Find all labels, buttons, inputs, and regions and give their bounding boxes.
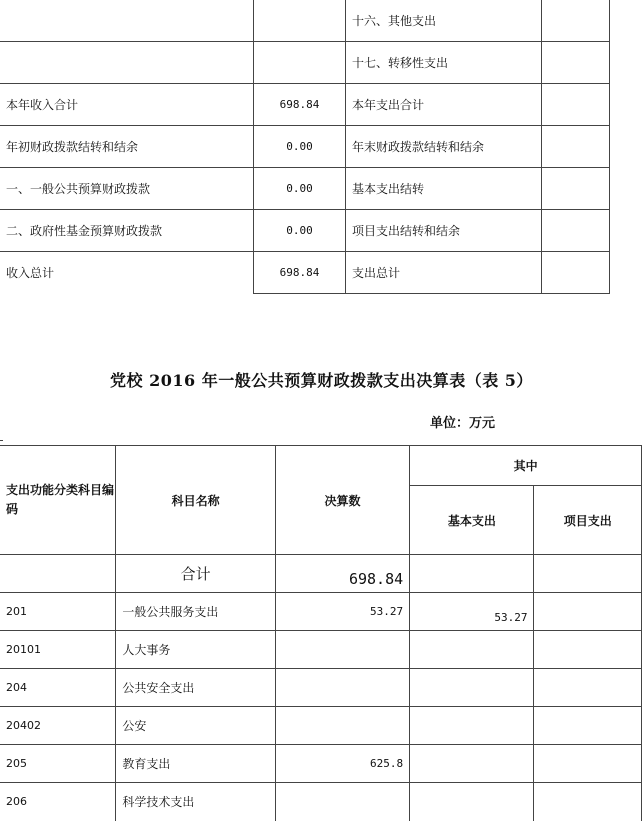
header-name: 科目名称 <box>116 446 275 555</box>
row-amount <box>275 669 409 707</box>
income-amount: 698.84 <box>254 84 346 126</box>
row-code: 201 <box>0 593 116 631</box>
expense-label: 十七、转移性支出 <box>346 42 542 84</box>
table-row <box>0 669 642 707</box>
row-amount: 625.8 <box>275 745 409 783</box>
header-code: 支出功能分类科目编码 <box>0 446 116 555</box>
expense-label: 年末财政拨款结转和结余 <box>346 126 542 168</box>
expense-amount <box>542 252 610 294</box>
expense-label: 项目支出结转和结余 <box>346 210 542 252</box>
table-row <box>0 707 642 745</box>
income-label: 收入总计 <box>0 252 254 294</box>
total-row <box>0 555 642 593</box>
row-name: 教育支出 <box>116 745 275 783</box>
row-name: 公共安全支出 <box>116 669 275 707</box>
income-label <box>0 42 254 84</box>
income-amount <box>254 42 346 84</box>
header-group: 其中 <box>410 446 642 486</box>
income-expense-summary-table <box>0 0 610 294</box>
income-amount: 698.84 <box>254 252 346 294</box>
total-project <box>534 555 642 593</box>
table-row <box>0 84 610 126</box>
income-amount <box>254 0 346 42</box>
row-name: 一般公共服务支出 <box>116 593 275 631</box>
row-code: 204 <box>0 669 116 707</box>
row-amount: 53.27 <box>275 593 409 631</box>
row-name: 公安 <box>116 707 275 745</box>
row-code: 20402 <box>0 707 116 745</box>
income-label: 本年收入合计 <box>0 84 254 126</box>
table-row <box>0 168 610 210</box>
row-project <box>534 593 642 631</box>
income-amount: 0.00 <box>254 168 346 210</box>
expense-amount <box>542 0 610 42</box>
row-amount <box>275 707 409 745</box>
income-amount: 0.00 <box>254 210 346 252</box>
table-row <box>0 745 642 783</box>
header-basic: 基本支出 <box>410 486 534 555</box>
total-basic <box>410 555 534 593</box>
row-project <box>534 745 642 783</box>
table-row <box>0 631 642 669</box>
page-margin-tick <box>0 440 3 441</box>
row-name: 科学技术支出 <box>116 783 275 821</box>
total-code <box>0 555 116 593</box>
expense-amount <box>542 84 610 126</box>
row-project <box>534 783 642 821</box>
table-row <box>0 42 610 84</box>
row-amount <box>275 631 409 669</box>
income-amount: 0.00 <box>254 126 346 168</box>
header-project: 项目支出 <box>534 486 642 555</box>
header-amount: 决算数 <box>275 446 409 555</box>
row-project <box>534 707 642 745</box>
expense-amount <box>542 126 610 168</box>
report-title: 党校 2016 年一般公共预算财政拨款支出决算表（表 5） <box>110 371 533 390</box>
total-amount: 698.84 <box>275 555 409 593</box>
row-project <box>534 669 642 707</box>
table-row <box>0 783 642 821</box>
total-label: 合计 <box>116 555 275 593</box>
expense-label: 支出总计 <box>346 252 542 294</box>
unit-label: 单位：万元 <box>430 416 496 431</box>
expense-amount <box>542 210 610 252</box>
row-basic: 53.27 <box>410 593 534 631</box>
row-code: 206 <box>0 783 116 821</box>
income-label: 一、一般公共预算财政拨款 <box>0 168 254 210</box>
table-row <box>0 593 642 631</box>
expense-label: 基本支出结转 <box>346 168 542 210</box>
row-basic <box>410 745 534 783</box>
expenditure-table <box>0 445 642 821</box>
expense-amount <box>542 42 610 84</box>
row-name: 人大事务 <box>116 631 275 669</box>
expense-label: 本年支出合计 <box>346 84 542 126</box>
row-basic <box>410 707 534 745</box>
table-row <box>0 252 610 294</box>
income-label: 二、政府性基金预算财政拨款 <box>0 210 254 252</box>
row-basic <box>410 669 534 707</box>
income-label <box>0 0 254 42</box>
row-basic <box>410 783 534 821</box>
table-row <box>0 126 610 168</box>
row-amount <box>275 783 409 821</box>
row-project <box>534 631 642 669</box>
expense-label: 十六、其他支出 <box>346 0 542 42</box>
header-row <box>0 446 642 486</box>
table-row <box>0 210 610 252</box>
row-basic <box>410 631 534 669</box>
table-row <box>0 0 610 42</box>
row-code: 205 <box>0 745 116 783</box>
income-label: 年初财政拨款结转和结余 <box>0 126 254 168</box>
expense-amount <box>542 168 610 210</box>
row-code: 20101 <box>0 631 116 669</box>
